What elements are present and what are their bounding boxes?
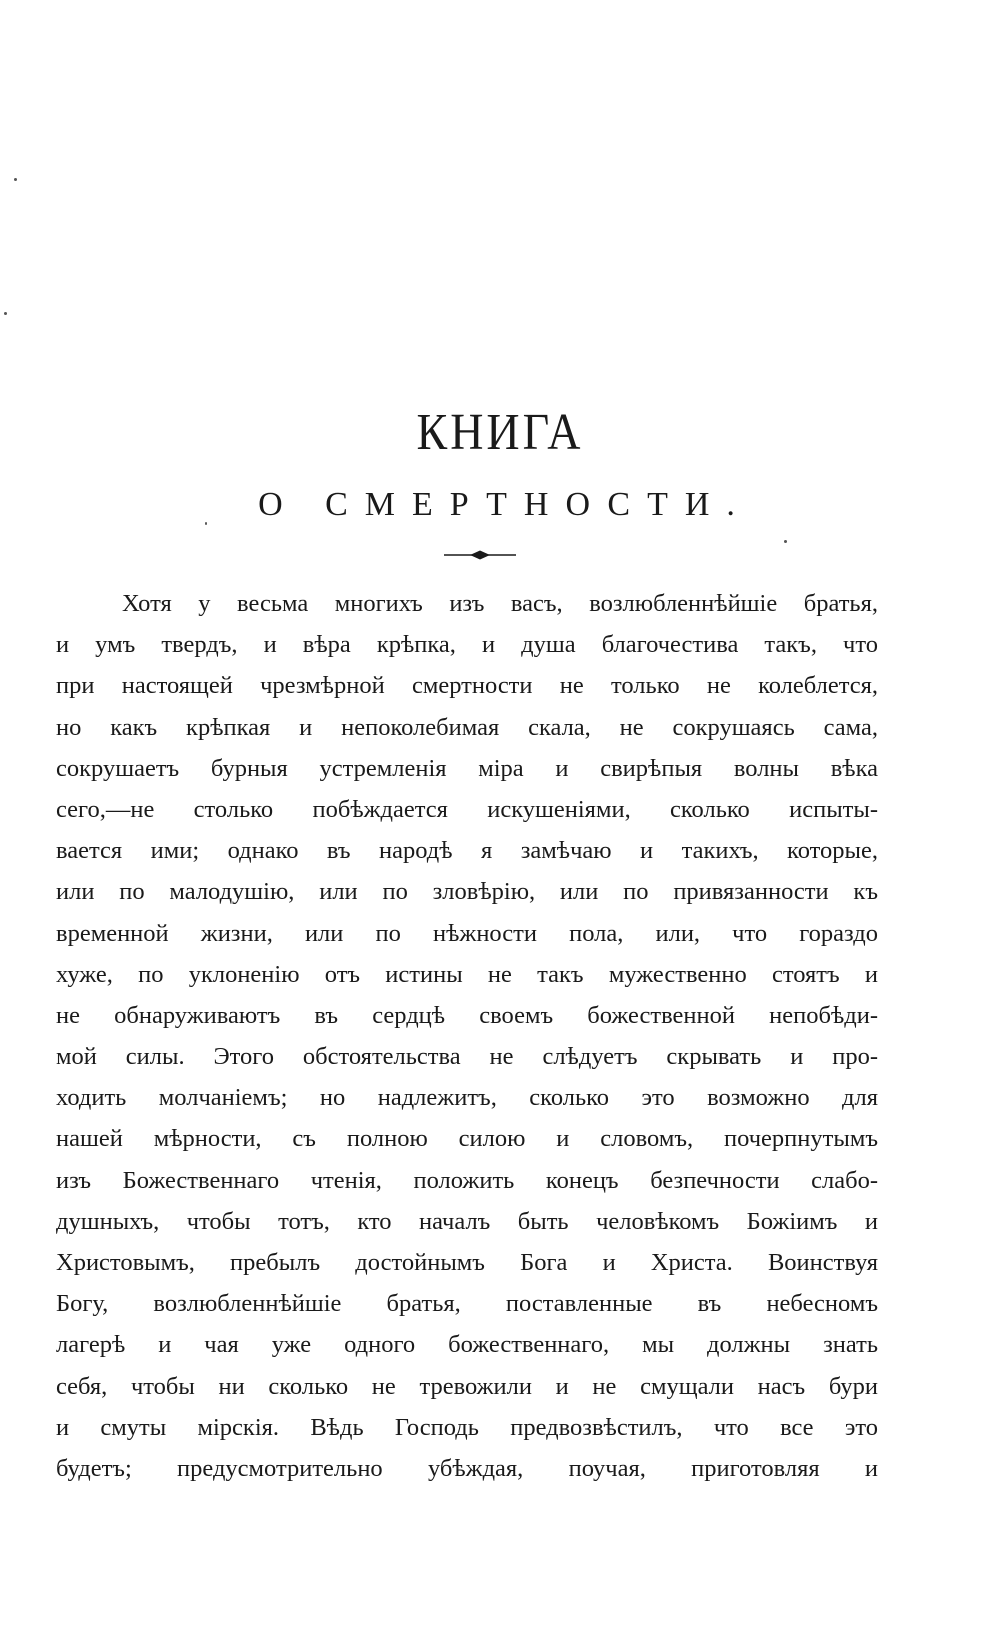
main-paragraph xyxy=(56,583,878,1489)
paragraph-line: но какъ крѣпкая и непоколебимая скала, не сокрушаясь сама, xyxy=(56,713,878,741)
scan-speck xyxy=(14,178,17,181)
paragraph-line: Богу, возлюбленнѣйшіе братья, поставленные въ небесномъ xyxy=(56,1290,878,1318)
paragraph-line: сего,—не столько побѣждается искушеніями, сколько испыты- xyxy=(56,795,878,823)
paragraph-line: будетъ; предусмотрительно убѣждая, поучая, приготовляя и xyxy=(56,1454,878,1482)
paragraph-line: Христовымъ, пребылъ достойнымъ Бога и Христа. Воинствуя xyxy=(56,1249,878,1276)
paragraph-line: хуже, по уклоненію отъ истины не такъ мужественно стоятъ и xyxy=(56,960,878,988)
paragraph-line: ходить молчаніемъ; но надлежитъ, сколько это возможно для xyxy=(56,1084,878,1112)
paragraph-line: Хотя у весьма многихъ изъ васъ, возлюбленнѣйшіе братья, xyxy=(122,590,878,617)
paragraph-line: мой силы. Этого обстоятельства не слѣдуетъ скрывать и про- xyxy=(56,1043,878,1071)
paragraph-line: вается ими; однако въ народѣ я замѣчаю и такихъ, которые, xyxy=(56,837,878,865)
chapter-title: КНИГА xyxy=(416,402,584,461)
chapter-subtitle: О СМЕРТНОСТИ. xyxy=(258,486,752,523)
paragraph-line: лагерѣ и чая уже одного божественнаго, мы должны знать xyxy=(56,1331,878,1359)
scan-speck xyxy=(4,312,7,315)
paragraph-line: или по малодушію, или по зловѣрію, или по привязанности къ xyxy=(56,878,878,906)
paragraph-line: временной жизни, или по нѣжности пола, или, что гораздо xyxy=(56,919,878,947)
paragraph-line: и умъ твердъ, и вѣра крѣпка, и душа благочестива такъ, что xyxy=(56,631,878,659)
paragraph-line: сокрушаетъ бурныя устремленія міра и свирѣпыя волны вѣка xyxy=(56,754,878,782)
paragraph-line: себя, чтобы ни сколько не тревожили и не смущали насъ бури xyxy=(56,1372,878,1400)
paragraph-line: душныхъ, чтобы тотъ, кто началъ быть человѣкомъ Божіимъ и xyxy=(56,1207,878,1235)
paragraph-line: и смуты мірскія. Вѣдь Господь предвозвѣстилъ, что все это xyxy=(56,1413,878,1441)
paragraph-line: нашей мѣрности, съ полною силою и словомъ, почерпнутымъ xyxy=(56,1125,878,1153)
paragraph-line: изъ Божественнаго чтенія, положить конецъ безпечности слабо- xyxy=(56,1166,878,1194)
scan-speck xyxy=(784,540,787,543)
paragraph-line: при настоящей чрезмѣрной смертности не только не колеблется, xyxy=(56,672,878,700)
paragraph-line: не обнаруживаютъ въ сердцѣ своемъ божественной непобѣди- xyxy=(56,1001,878,1029)
ornament-divider-icon xyxy=(440,548,520,562)
